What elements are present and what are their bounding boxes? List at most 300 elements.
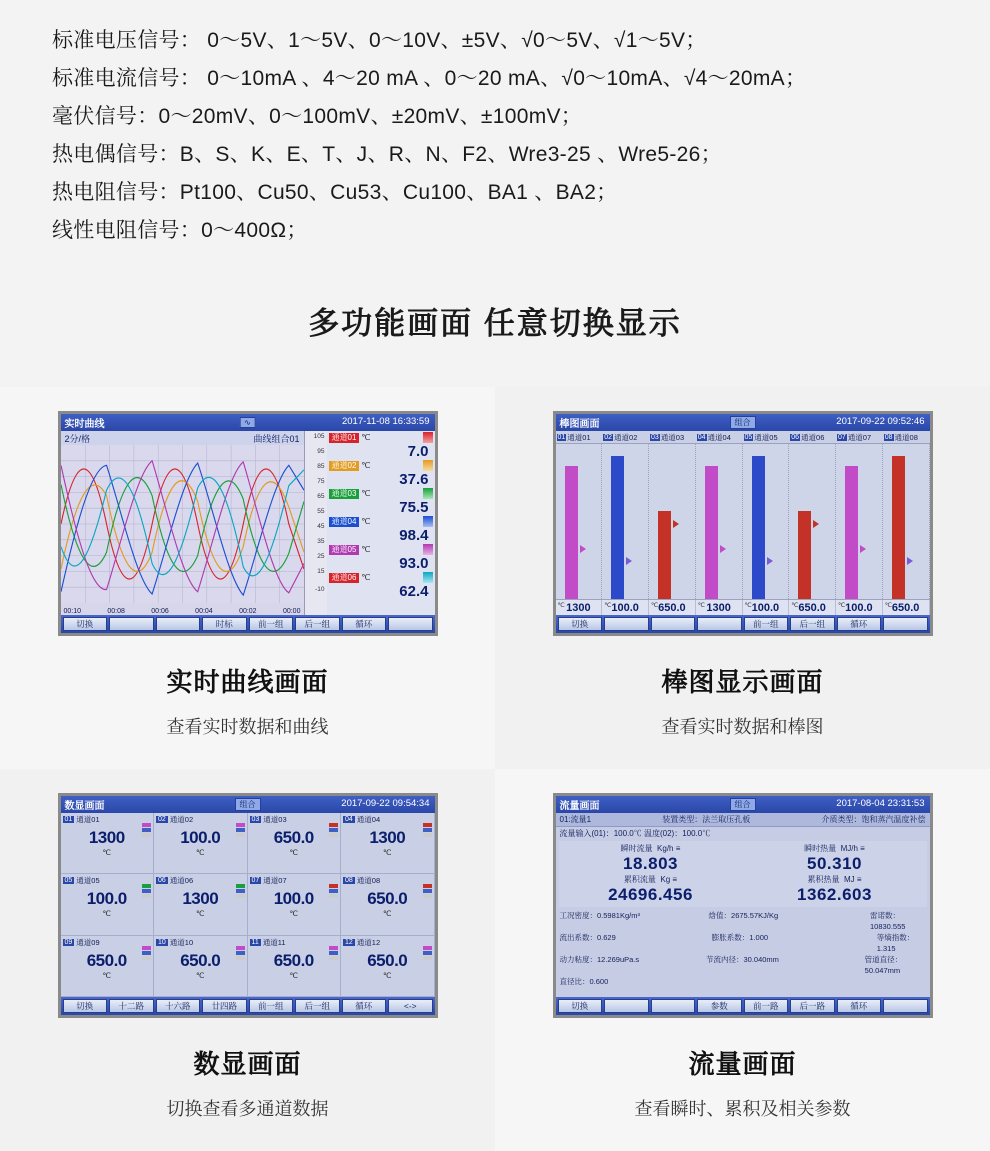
bars-area [556,443,930,599]
flow-softkey-bar [556,997,930,1015]
digital-cell-indicators [329,823,338,838]
curve-channel-row[interactable] [327,572,435,583]
bar-value-unit: ℃ [557,602,565,609]
flow-param-row [560,976,926,987]
curve-channel-row[interactable] [327,488,435,499]
digital-channel-cell[interactable] [341,813,435,874]
digital-cell-num: 01 [64,816,73,823]
channel-tag: 通道04 [329,517,360,527]
flow-metric-unit: Kg/h [657,844,674,853]
bar-channel-header [556,431,930,443]
digital-cell-unit: ℃ [383,970,392,980]
softkey-cycle[interactable]: 循环 [837,617,882,631]
softkey-12ch[interactable]: 十二路 [109,999,154,1013]
digital-cell-num: 03 [251,816,260,823]
digital-cell-value: 650.0 [273,828,314,847]
bar-setpoint-marker [673,520,679,528]
digital-cell-num: 12 [345,938,353,946]
softkey-blank[interactable] [388,617,433,631]
digital-cell-unit: ℃ [289,909,298,919]
flow-metric-label: 累积热量 [807,875,840,884]
softkey-timemark[interactable]: 时标 [202,617,247,631]
digital-cell-unit: ℃ [383,848,392,857]
digital-cell-indicators [329,884,338,899]
digital-titlebar [61,796,435,813]
bar-value: 100.0 [751,601,780,614]
channel-level-bar [423,460,433,471]
softkey-switch[interactable]: 切换 [63,617,108,631]
flow-body [556,813,930,997]
digital-cell-unit: ℃ [196,909,205,919]
caption-title-curve: 实时曲线画面 [166,667,329,697]
spec-line-current: 标准电流信号： 0～10mA 、4～20 mA 、0～20 mA、√0～10mA、√4～20mA； [52,67,807,90]
channel-level-bar [423,544,433,555]
bar-value-cell [883,600,930,615]
section-title: 多功能画面 任意切换显示 [0,260,990,387]
digital-cell-num: 07 [251,877,260,885]
bar-setpoint-marker [860,545,866,553]
channel-tag: 通道06 [329,573,360,583]
curve-x-axis [61,608,304,615]
digital-cell-header [250,875,339,886]
caption-title-digital: 数显画面 [193,1049,302,1079]
bar-value: 650.0 [798,601,826,614]
screen-realtime-curve[interactable] [58,411,438,636]
digital-cell-header [156,814,245,825]
digital-softkey-bar [61,997,435,1015]
caption-title-flow: 流量画面 [688,1049,797,1079]
bar-channel-name: 通道02 [614,432,638,442]
digital-cell-header [250,814,339,825]
channel-unit: ℃ [361,573,371,582]
digital-cell-value: 100.0 [86,889,127,909]
digital-cell-label: 通道11 [262,937,286,947]
curve-plot-area [61,431,305,615]
digital-cell-num: 04 [345,816,353,823]
digital-cell-value: 1300 [182,889,219,909]
channel-value: 93.0 [399,555,429,572]
channel-level-bar [423,572,433,583]
channel-level-bar [423,432,433,443]
bar-value-unit: ℃ [791,602,799,609]
flow-metric-value: 18.803 [623,854,678,873]
digital-cell-label: 通道09 [76,937,100,947]
curve-clock: 2017-11-08 16:33:59 [341,416,430,427]
digital-cell-num: 02 [158,816,166,823]
bar-value: 100.0 [611,601,639,614]
curve-y-tick: -10 [315,586,325,593]
spec-line-resistance: 线性电阻信号：0～400Ω； [52,219,308,242]
softkey-toggle[interactable]: <-> [388,999,433,1013]
curve-softkey-bar [61,615,435,633]
bar-column [696,444,743,599]
flow-param-enthalpy: 焓值：2675.57KJ/Kg [708,911,779,920]
digital-cell-header [343,814,432,825]
digital-cell-num: 08 [345,877,353,885]
softkey-blank[interactable] [604,617,649,631]
bar-fill [845,466,858,599]
bar-channel-label-item [602,431,649,443]
softkey-blank[interactable] [109,617,154,631]
digital-cell-unit: ℃ [196,848,205,857]
bar-setpoint-marker [907,557,913,565]
digital-cell-indicators [329,946,338,961]
bar-value-unit: ℃ [884,602,893,609]
bar-fill [611,456,624,599]
bar-value: 650.0 [891,601,920,614]
softkey-prev-group[interactable]: 前一组 [744,617,789,631]
digital-cell-value: 1300 [369,828,406,847]
channel-value: 7.0 [407,443,429,460]
spec-line-thermocouple: 热电偶信号：B、S、K、E、T、J、R、N、F2、Wre3-25 、Wre5-26； [52,143,722,166]
bar-value-cell [836,600,883,615]
bar-channel-num: 02 [604,433,613,441]
curve-y-tick: 15 [317,568,325,575]
curve-channel-row[interactable] [327,460,435,471]
channel-unit: ℃ [361,489,371,498]
flow-metric-label: 瞬时流量 [620,844,653,853]
softkey-next-group[interactable]: 后一组 [295,617,340,631]
screen-bargraph[interactable] [553,411,933,636]
channel-value: 37.6 [399,471,429,488]
bar-channel-name: 通道07 [847,432,872,442]
flow-metric-instant-flow [559,843,743,874]
spec-line-rtd: 热电阻信号：Pt100、Cu50、Cu53、Cu100、BA1 、BA2； [52,181,618,204]
bar-channel-name: 通道04 [707,432,731,442]
bar-value-cell [556,600,603,615]
softkey-blank[interactable] [697,617,742,631]
digital-cell-label: 通道08 [356,876,381,886]
curve-x-tick: 00:00 [282,608,301,615]
flow-param-row [560,932,926,954]
curve-y-tick: 85 [317,463,325,470]
flow-metric-value: 50.310 [807,854,862,873]
flow-param-discharge-coef: 流出系数：0.629 [559,933,616,942]
flow-titlebar [556,796,930,813]
curve-x-tick: 00:06 [151,608,169,615]
flow-param-isentropic: 等熵指数：1.315 [876,933,915,953]
softkey-blank[interactable] [604,999,649,1013]
softkey-switch[interactable]: 切换 [63,999,108,1013]
flow-param-reynolds: 雷诺数：10830.555 [869,911,906,931]
bar-value-cell [602,600,649,615]
digital-cell-value: 1300 [88,828,125,847]
flow-metric-label: 瞬时热量 [804,844,837,853]
digital-cell-label: 通道10 [169,937,194,947]
digital-cell-indicators [236,946,245,961]
bar-channel-num: 01 [557,433,566,441]
bar-setpoint-marker [626,557,632,565]
curve-channel-row[interactable] [327,432,435,443]
digital-cell-header [63,875,152,886]
channel-unit: ℃ [361,433,371,442]
screen-digital[interactable] [58,793,438,1018]
curve-channel-panel [327,431,435,615]
digital-cell-value: 650.0 [86,950,127,970]
channel-level-bar [423,516,433,527]
digital-title: 数显画面 [64,801,105,812]
softkey-cycle[interactable]: 循环 [342,999,387,1013]
bar-clock: 2017-09-22 09:52:46 [836,416,925,427]
flow-metric-value: 1362.603 [797,885,872,904]
flow-metric-total-heat [743,874,927,905]
spec-list [0,0,990,260]
curve-channel-row[interactable] [327,516,435,527]
softkey-16ch[interactable]: 十六路 [156,999,201,1013]
digital-cell-num: 05 [64,877,73,885]
digital-cell-label: 通道02 [169,815,194,824]
softkey-next-group[interactable]: 后一组 [295,999,340,1013]
flow-metric-label: 累积流量 [623,875,656,884]
flow-metric-head: 累积热量 MJ ≡ [807,875,862,884]
cell-flow [495,769,990,1151]
bar-channel-num: 04 [697,433,706,441]
digital-clock: 2017-09-22 09:54:34 [341,798,430,809]
bar-value-unit: ℃ [838,602,846,609]
curve-x-tick: 00:10 [63,608,82,615]
curve-x-tick: 00:02 [239,608,257,615]
curve-titlebar [61,414,435,431]
digital-channel-cell[interactable] [248,813,342,874]
curve-x-tick: 00:08 [107,608,125,615]
curve-header [61,431,304,446]
flow-param-row [560,910,926,932]
digital-channel-cell[interactable] [154,874,248,935]
flow-metric-unit: MJ/h [840,844,858,853]
digital-cell-label: 通道06 [169,876,194,886]
curve-canvas [61,445,304,603]
bar-column [836,444,883,599]
bar-value-unit: ℃ [651,602,659,609]
digital-cell-value: 650.0 [273,950,314,970]
flow-metric-value: 24696.456 [608,885,693,904]
bar-channel-label-item [789,431,836,443]
digital-cell-header [156,875,245,886]
digital-cell-header [63,937,152,948]
digital-cell-header [156,937,245,948]
bar-channel-num: 05 [744,433,753,441]
digital-cell-indicators [142,884,151,899]
bar-column [602,444,649,599]
bar-column [743,444,790,599]
digital-cell-label: 通道04 [356,815,381,824]
bar-value: 1300 [706,601,731,614]
bar-channel-label-item [649,431,696,443]
flow-medium-type: 介质类型：饱和蒸汽温度补偿 [821,815,926,824]
digital-cell-unit: ℃ [102,848,111,857]
bar-body [556,431,930,615]
digital-channel-cell[interactable] [61,936,155,997]
flow-metric-head: 累积流量 Kg ≡ [623,875,678,884]
softkey-params[interactable]: 参数 [697,999,742,1013]
softkey-blank[interactable] [156,617,201,631]
softkey-switch[interactable]: 切换 [558,999,603,1013]
flow-clock: 2017-08-04 23:31:53 [836,798,925,809]
bar-fill [565,466,578,599]
curve-y-tick: 95 [317,448,325,455]
digital-cell-header [63,814,152,825]
softkey-blank[interactable] [883,617,928,631]
softkey-blank[interactable] [883,999,928,1013]
cell-digital [0,769,495,1151]
bar-column [649,444,696,599]
bar-channel-name: 通道06 [801,432,825,442]
bar-channel-num: 08 [884,433,893,441]
bar-channel-label-item [743,431,790,443]
bar-group-icon: 组合 [730,416,756,429]
curve-y-tick: 105 [313,433,325,440]
cell-bargraph [495,387,990,769]
flow-metric-unit: Kg [660,875,671,884]
bar-titlebar [556,414,930,431]
bar-channel-num: 07 [838,433,846,441]
digital-cell-label: 通道12 [356,937,381,947]
bar-value-cell [743,600,790,615]
flow-param-viscosity: 动力粘度：12.269uPa.s [559,955,640,964]
bar-value-unit: ℃ [604,602,612,609]
curve-y-tick: 65 [317,493,325,500]
flow-param-beta-ratio: 直径比：0.600 [559,977,609,986]
curve-channel-row[interactable] [327,544,435,555]
digital-cell-label: 通道07 [263,876,287,886]
digital-cell-unit: ℃ [102,909,111,919]
digital-channel-cell[interactable] [154,936,248,997]
digital-cell-indicators [423,823,432,838]
digital-cell-header [250,937,339,948]
softkey-prev-channel[interactable]: 前一路 [744,999,789,1013]
bar-channel-label-item [556,431,603,443]
screen-flow[interactable] [553,793,933,1018]
softkey-prev-group[interactable]: 前一组 [249,999,294,1013]
bar-column [789,444,836,599]
flow-metric-row [559,874,927,905]
bar-value-unit: ℃ [744,602,752,609]
digital-channel-cell[interactable] [248,936,342,997]
screens-grid [0,387,990,1151]
curve-y-tick: 45 [317,523,325,530]
caption-sub-digital: 切换查看多通道数据 [166,1099,329,1119]
bar-value-row [556,599,930,615]
curve-timebase-label: 2分/格 [64,434,91,444]
flow-inputs-row: 流量输入(01)：100.0℃ 温度(02)：100.0℃ [559,829,711,838]
digital-cell-header [343,937,432,948]
digital-cell-unit: ℃ [383,909,392,919]
digital-cell-num: 09 [64,938,73,946]
bar-setpoint-marker [767,557,773,565]
digital-cell-unit: ℃ [196,970,205,980]
caption-sub-bargraph: 查看实时数据和棒图 [661,717,824,737]
bar-value: 650.0 [658,601,686,614]
flow-metric-row [559,843,927,874]
channel-unit: ℃ [361,517,371,526]
bar-channel-num: 03 [651,433,659,441]
bar-channel-name: 通道05 [754,432,778,442]
digital-cell-value: 100.0 [273,889,314,909]
digital-channel-cell[interactable] [154,813,248,874]
digital-cell-indicators [142,946,151,961]
spec-line-voltage: 标准电压信号： 0～5V、1～5V、0～10V、±5V、√0～5V、√1～5V； [52,29,707,52]
spec-line-millivolt: 毫伏信号：0～20mV、0～100mV、±20mV、±100mV； [52,105,583,128]
digital-cell-num: 06 [158,877,166,885]
bar-channel-name: 通道03 [660,432,685,442]
digital-channel-cell[interactable] [341,874,435,935]
curve-y-tick: 55 [317,508,325,515]
digital-cell-indicators [236,823,245,838]
digital-cell-indicators [423,884,432,899]
bar-channel-label-item [836,431,883,443]
digital-channel-cell[interactable] [61,813,155,874]
flow-param-row [560,954,926,976]
softkey-next-channel[interactable]: 后一路 [790,999,835,1013]
bar-setpoint-marker [813,520,819,528]
softkey-blank[interactable] [651,617,696,631]
bar-setpoint-marker [580,545,586,553]
curve-body [61,431,435,615]
curve-y-tick: 25 [317,553,325,560]
channel-tag: 通道03 [329,489,360,499]
digital-cell-value: 650.0 [180,950,221,970]
digital-cell-unit: ℃ [289,848,298,857]
digital-cell-indicators [423,946,432,961]
bar-value: 1300 [566,601,591,614]
flow-param-density: 工况密度：0.5981Kg/m³ [559,911,640,920]
softkey-cycle[interactable]: 循环 [837,999,882,1013]
softkey-switch[interactable]: 切换 [558,617,603,631]
digital-cell-label: 通道01 [76,815,100,824]
digital-cell-indicators [236,884,245,899]
flow-metric-instant-heat [743,843,927,874]
bar-fill [658,511,671,599]
bar-channel-label-item [696,431,743,443]
caption-sub-curve: 查看实时数据和曲线 [166,717,329,737]
channel-value: 98.4 [399,527,429,544]
digital-cell-num: 10 [158,938,166,946]
channel-tag: 通道01 [329,433,360,443]
digital-channel-cell[interactable] [341,936,435,997]
digital-channel-cell[interactable] [248,874,342,935]
channel-unit: ℃ [361,461,371,470]
bar-value-cell [696,600,743,615]
bar-value: 100.0 [845,601,873,614]
curve-x-tick: 00:04 [195,608,213,615]
bar-fill [752,456,765,599]
softkey-24ch[interactable]: 廿四路 [202,999,247,1013]
bar-channel-num: 06 [791,433,800,441]
bar-column [883,444,930,599]
flow-metrics [559,841,927,907]
digital-channel-cell[interactable] [61,874,155,935]
curve-y-axis [305,431,327,615]
channel-unit: ℃ [361,545,371,554]
channel-value: 75.5 [399,499,429,516]
flow-param-expansion: 膨胀系数：1.000 [711,933,769,942]
digital-cell-header [343,875,432,886]
digital-cell-value: 100.0 [180,828,221,847]
flow-metric-unit: MJ [843,875,855,884]
curve-group-label: 曲线组合01 [253,434,300,444]
bar-fill [798,511,811,599]
softkey-blank[interactable] [651,999,696,1013]
softkey-next-group[interactable]: 后一组 [790,617,835,631]
curve-y-tick: 75 [317,478,325,485]
softkey-prev-group[interactable]: 前一组 [249,617,294,631]
channel-level-bar [423,488,433,499]
softkey-cycle[interactable]: 循环 [342,617,387,631]
bar-value-unit: ℃ [697,602,706,609]
digital-cell-indicators [142,823,151,838]
flow-metric-total-flow [559,874,743,905]
channel-tag: 通道02 [329,461,360,471]
